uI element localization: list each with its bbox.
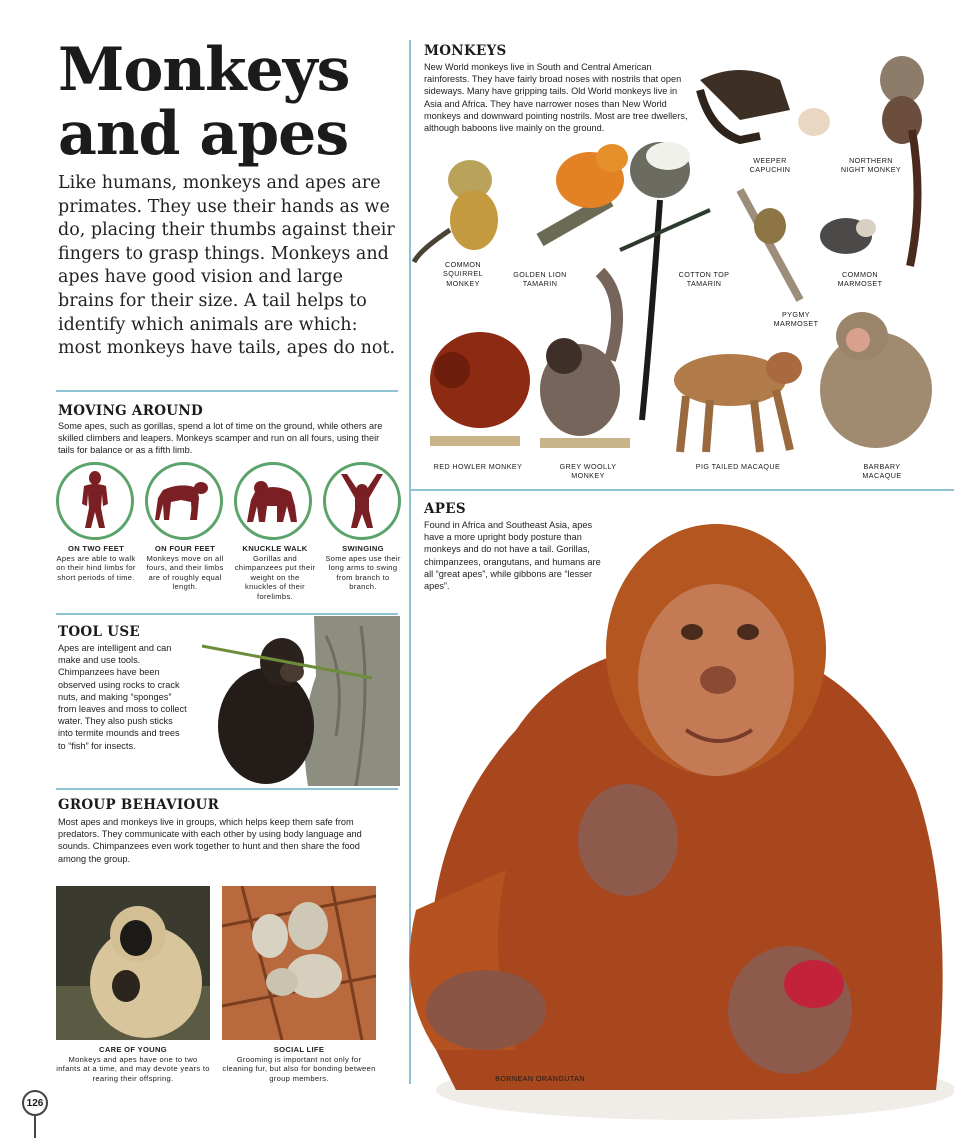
group-behaviour-text: Most apes and monkeys live in groups, which helps keep them safe from predators. They communicate with each other by using body language and sounds. Chimpanzees even work together to hunt and then share the food among the group. (58, 817, 362, 864)
pygmy-marmoset-photo (740, 190, 800, 300)
four-feet-title: ON FOUR FEET (154, 544, 216, 553)
two-feet-caption (56, 544, 136, 582)
red-howler-monkey-photo (430, 332, 530, 446)
page-number-badge (22, 1090, 48, 1116)
social-life-caption (222, 1045, 376, 1083)
swinging-text: Some apes use their long arms to swing from branch to branch. (325, 553, 401, 592)
page-marker-line (34, 1116, 36, 1138)
knuckle-walk-text: Gorillas and chimpanzees put their weight on the knuckles of their forelimbs. (234, 553, 316, 601)
quadruped-monkey-icon (145, 462, 223, 540)
swinging-ape-icon (323, 462, 401, 540)
label-cotton-top-tamarin: COTTON TOP TAMARIN (678, 270, 730, 289)
section-divider (56, 390, 398, 392)
care-of-young-caption (56, 1045, 210, 1083)
swinging-title: SWINGING (342, 544, 384, 553)
knuckle-walk-ape-icon (234, 462, 312, 540)
group-behaviour-heading: GROUP BEHAVIOUR (58, 797, 220, 813)
swinging-caption (323, 544, 403, 592)
label-weeper-capuchin: WEEPER CAPUCHIN (749, 156, 791, 175)
tool-use-heading: TOOL USE (58, 624, 140, 640)
upright-ape-icon (56, 462, 134, 540)
page-number: 126 (26, 1097, 44, 1109)
label-northern-night-monkey: NORTHERN NIGHT MONKEY (840, 156, 902, 175)
social-life-text: Grooming is important not only for cleaning fur, but also for bonding between group members. (222, 1054, 376, 1083)
monkey-photos (410, 40, 954, 490)
section-divider (56, 613, 398, 615)
section-divider (56, 788, 398, 790)
label-common-marmoset: COMMON MARMOSET (837, 270, 883, 289)
apes-text: Found in Africa and Southeast Asia, apes have a more upright body posture than monkeys and do not have a tail. Gorillas, chimpanzees, orangutans, and humans are all “great apes”, while gibbons are “lesser apes”. (424, 520, 601, 592)
label-barbary-macaque: BARBARY MACAQUE (862, 462, 902, 481)
gibbon-care-photo (56, 886, 210, 1040)
squirrel-monkey-photo (414, 160, 498, 262)
locomotion-panel (56, 462, 406, 612)
care-of-young-title: CARE OF YOUNG (99, 1045, 167, 1054)
label-pig-tailed-macaque: PIG TAILED MACAQUE (695, 462, 781, 471)
apes-heading: APES (424, 501, 466, 517)
barbary-macaque-photo (820, 312, 932, 448)
four-feet-caption (145, 544, 225, 592)
moving-around-text: Some apes, such as gorillas, spend a lot of time on the ground, while others are skilled climbers and leapers. Monkeys scamper and run on all fours, using their tails for balance or as a fifth limb. (58, 421, 383, 456)
knuckle-walk-title: KNUCKLE WALK (242, 544, 308, 553)
chimpanzee-tool-photo (196, 616, 400, 786)
knuckle-walk-caption (234, 544, 316, 602)
label-red-howler-monkey: RED HOWLER MONKEY (433, 462, 523, 471)
label-common-squirrel-monkey: COMMON SQUIRREL MONKEY (443, 260, 483, 288)
grooming-monkeys-photo (222, 886, 376, 1040)
label-bornean-orangutan: BORNEAN ORANGUTAN (495, 1074, 585, 1083)
label-golden-lion-tamarin: GOLDEN LION TAMARIN (513, 270, 567, 289)
pig-tailed-macaque-photo (674, 352, 802, 452)
moving-around-heading: MOVING AROUND (58, 403, 203, 419)
social-life-title: SOCIAL LIFE (273, 1045, 325, 1054)
tool-use-text: Apes are intelligent and can make and use tools. Chimpanzees have been observed using rocks to crack nuts, and making “sponges” from leaves and moss to collect water. They also push sticks into termite mounds and trees to “fish” for insects. (58, 643, 187, 751)
monkeys-heading: MONKEYS (424, 43, 507, 59)
two-feet-title: ON TWO FEET (67, 544, 125, 553)
intro-paragraph: Like humans, monkeys and apes are primates. They use their hands as we do, placing their thumbs against their fingers to grasp things. Monkeys and apes have good vision and large brains for their size. A tail helps to identify which animals are which: most monkeys have tails, apes do not. (58, 173, 396, 359)
weeper-capuchin-photo (700, 70, 830, 140)
page-title: Monkeys and apes (58, 35, 350, 169)
four-feet-text: Monkeys move on all fours, and their limbs are of roughly equal length. (146, 553, 224, 592)
monkeys-text: New World monkeys live in South and Central American rainforests. They have fairly broad noses with nostrils that open sideways. Many have gripping tails. Old World monkeys live in Asia and Africa. They have narrower noses than New World monkeys and downward pointing nostrils. Most are tree dwellers, although baboons live mainly on the ground. (424, 62, 688, 134)
golden-lion-tamarin-photo (540, 144, 628, 240)
common-marmoset-photo (820, 218, 876, 254)
grey-woolly-monkey-photo (540, 272, 630, 448)
monkey-gallery (410, 40, 954, 490)
label-pygmy-marmoset: PYGMY MARMOSET (773, 310, 819, 329)
care-of-young-text: Monkeys and apes have one to two infants at a time, and may devote years to rearing their offspring. (56, 1054, 210, 1083)
label-grey-woolly-monkey: GREY WOOLLY MONKEY (559, 462, 617, 481)
two-feet-text: Apes are able to walk on their hind limbs for short periods of time. (56, 553, 136, 582)
